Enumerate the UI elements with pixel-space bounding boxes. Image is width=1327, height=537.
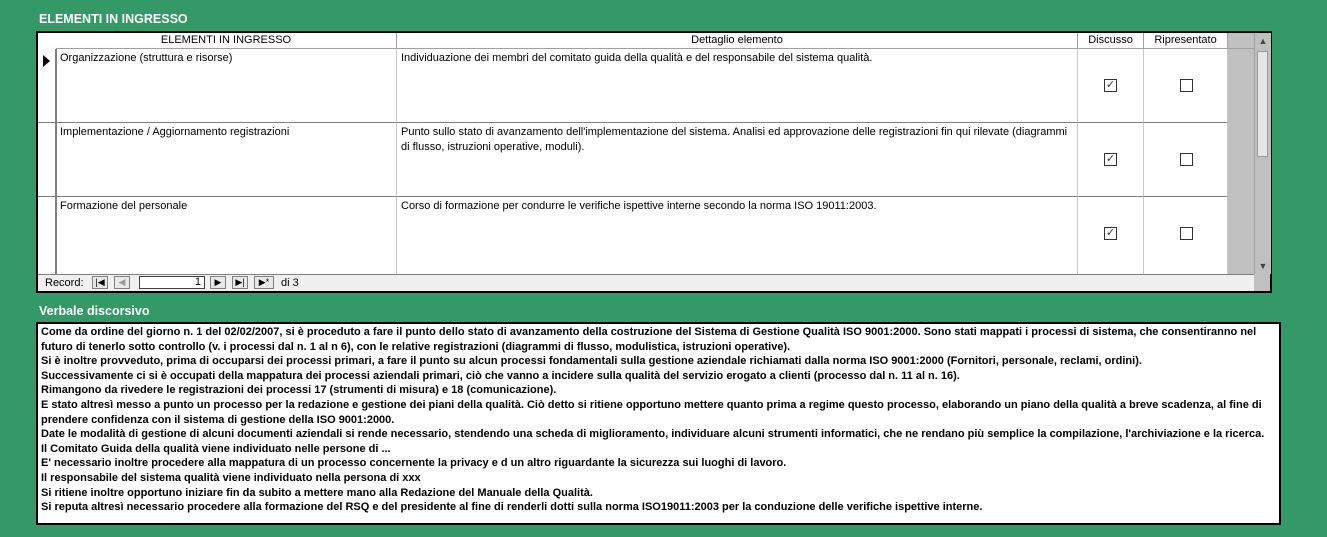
verbale-line: E stato altresì messo a punto un processo per la redazione e gestione dei piani della qualità. Ciò detto si ritiene opportuno mettere quanto prima a regime questo processo, elaborando un piano della qualità a breve scadenza, al fine di prendere confidenza con il sistema di gestione della ISO 9001:2000.	[41, 398, 1262, 426]
elements-datasheet	[36, 31, 1272, 293]
ripresentato-checkbox[interactable]	[1180, 153, 1193, 166]
cell-dettaglio[interactable]: Punto sullo stato di avanzamento dell'implementazione del sistema. Analisi ed approvazione delle registrazioni fin qui rilevate (diagrammi di flusso, istruzioni operative, moduli).	[397, 123, 1078, 197]
record-count: di 3	[281, 277, 299, 289]
cell-dettaglio[interactable]: Corso di formazione per condurre le verifiche ispettive interne secondo la norma ISO 19011:2003.	[397, 197, 1078, 274]
column-header-ripresentato[interactable]: Ripresentato	[1144, 33, 1228, 49]
column-header-elemento[interactable]: ELEMENTI IN INGRESSO	[56, 33, 397, 49]
new-record-icon[interactable]: ▶*	[254, 276, 274, 289]
header-filler	[1228, 33, 1254, 49]
current-record-arrow-icon	[43, 55, 50, 67]
verbale-line: Si ritiene inoltre opportuno iniziare fin da subito a mettere mano alla Redazione del Manuale della Qualità.	[41, 486, 593, 499]
scroll-up-icon[interactable]: ▲	[1258, 36, 1268, 46]
discusso-checkbox-checked[interactable]: ✓	[1105, 227, 1116, 239]
discusso-checkbox-checked[interactable]: ✓	[1105, 153, 1116, 165]
column-header-dettaglio[interactable]: Dettaglio elemento	[397, 33, 1078, 49]
cell-elemento[interactable]: Implementazione / Aggiornamento registrazioni	[56, 123, 397, 197]
record-selector-row-3[interactable]	[38, 197, 56, 274]
cell-dettaglio[interactable]: Individuazione dei membri del comitato guida della qualità e del responsabile del sistema qualità.	[397, 49, 1078, 123]
cell-ripresentato	[1144, 49, 1228, 123]
column-header-discusso[interactable]: Discusso	[1078, 33, 1144, 49]
scroll-down-icon[interactable]: ▼	[1258, 261, 1268, 271]
verbale-line: Si è inoltre provveduto, prima di occuparsi dei processi primari, a fare il punto su alcun processi fondamentali sulla gestione aziendale richiamati dalla norma ISO 9001:2000 (Fornitori, personale, reclami, ordini).	[41, 355, 1142, 368]
scrollbar-thumb[interactable]	[1257, 51, 1268, 157]
verbale-line: Si reputa altresì necessario procedere alla formazione del RSQ e del presidente al fine di renderli dotti sulla norma ISO19011:2003 per la conduzione delle verifiche ispettive interne.	[41, 501, 983, 514]
verbale-line: Date le modalità di gestione di alcuni documenti aziendali si rende necessario, stendendo una scheda di miglioramento, individuare alcuni strumenti informatici, che ne rendano più semplice la compilazione, l'archiviazione e la ricerca.	[41, 428, 1265, 441]
cell-elemento[interactable]: Formazione del personale	[56, 197, 397, 274]
verbale-line: Successivamente ci si è occupati della mappatura dei processi aziendali primari, ciò che vanno a incidere sulla qualità del servizio erogato a clienti (processo dal n. 11 al n. 16).	[41, 369, 960, 382]
first-record-icon[interactable]: |◀	[92, 276, 108, 289]
cell-discusso	[1078, 123, 1144, 197]
verbale-line: Rimangono da rivedere le registrazioni dei processi 17 (strumenti di misura) e 18 (comunicazione).	[41, 384, 557, 397]
ripresentato-checkbox[interactable]	[1180, 227, 1193, 240]
cell-ripresentato	[1144, 197, 1228, 274]
record-selector-row-2[interactable]	[38, 123, 56, 197]
last-record-icon[interactable]: ▶|	[232, 276, 248, 289]
record-number-input[interactable]: 1	[139, 276, 205, 289]
row-filler	[1228, 49, 1254, 123]
elements-section-title: ELEMENTI IN INGRESSO	[39, 12, 188, 26]
row-filler	[1228, 197, 1254, 274]
ripresentato-checkbox[interactable]	[1180, 79, 1193, 92]
record-label: Record:	[45, 277, 84, 289]
cell-ripresentato	[1144, 123, 1228, 197]
cell-elemento[interactable]: Organizzazione (struttura e risorse)	[56, 49, 397, 123]
previous-record-icon[interactable]: ◀	[114, 276, 130, 289]
verbale-line: E' necessario inoltre procedere alla mappatura di un processo concernente la privacy e d un altro riguardante la sicurezza sui luoghi di lavoro.	[41, 457, 787, 470]
verbale-line: Come da ordine del giorno n. 1 del 02/02/2007, si è proceduto a fare il punto dello stato di avanzamento della costruzione del Sistema di Gestione Qualità ISO 9001:2000. Sono stati mappati i processi di sistema, che consentiranno nel futuro di tenerlo sotto controllo (v. i processi dal n. 1 al n 6), con le relative registrazioni (diagrammi di flusso, modulistica, istruzioni operative).	[41, 326, 1257, 353]
verbale-line: Il Comitato Guida della qualità viene individuato nelle persone di ...	[41, 442, 391, 455]
record-navigator	[38, 274, 1254, 291]
verbale-line: Il responsabile del sistema qualità viene individuato nella persona di xxx	[41, 471, 421, 484]
row-filler	[1228, 123, 1254, 197]
discusso-checkbox-checked[interactable]: ✓	[1105, 79, 1116, 91]
cell-discusso	[1078, 49, 1144, 123]
verbale-memo-field[interactable]	[36, 322, 1281, 525]
record-selector-row-1[interactable]	[38, 49, 56, 123]
cell-discusso	[1078, 197, 1144, 274]
next-record-icon[interactable]: ▶	[210, 276, 226, 289]
vertical-scrollbar[interactable]	[1254, 33, 1271, 274]
verbale-section-title: Verbale discorsivo	[39, 304, 150, 318]
datasheet-grid	[38, 33, 1254, 274]
scrollbar-corner	[1254, 274, 1270, 291]
